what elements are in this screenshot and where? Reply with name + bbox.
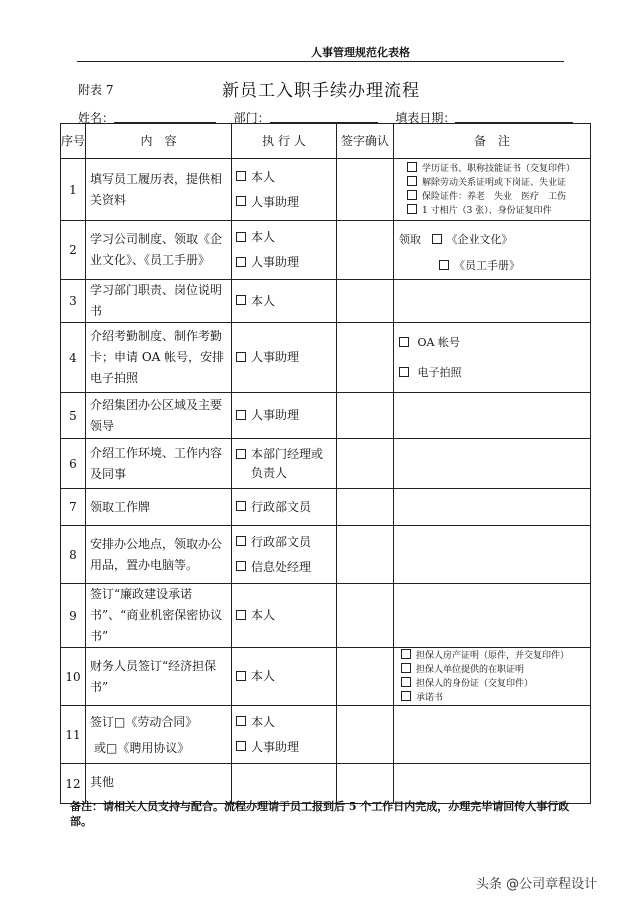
row-number: 12 bbox=[61, 764, 86, 804]
table-row bbox=[61, 489, 591, 526]
dept-label: 部门： bbox=[233, 111, 270, 125]
row-executor: 本人 bbox=[232, 280, 337, 323]
date-label: 填表日期： bbox=[395, 111, 456, 125]
footnote: 备注：请相关人员支持与配合。流程办理请于员工报到后 5 个工作日内完成，办理完毕请回传人事行政部。 bbox=[70, 800, 570, 828]
row-content: 其他 bbox=[86, 764, 232, 804]
signoff-cell[interactable] bbox=[337, 489, 394, 526]
row-executor: 本部门经理或负责人 bbox=[232, 439, 337, 489]
col-no: 序号 bbox=[61, 124, 86, 159]
row-executor: 行政部文员 bbox=[232, 489, 337, 526]
row-remarks bbox=[394, 489, 591, 526]
row-number: 7 bbox=[61, 489, 86, 526]
row-content: 签订“廉政建设承诺书”、“商业机密保密协议书” bbox=[86, 584, 232, 648]
row-remarks bbox=[394, 439, 591, 489]
checkbox[interactable] bbox=[236, 257, 246, 267]
row-content: 领取工作牌 bbox=[86, 489, 232, 526]
checkbox[interactable] bbox=[401, 677, 411, 687]
signoff-cell[interactable] bbox=[337, 648, 394, 706]
checkbox[interactable] bbox=[401, 649, 411, 659]
table-row bbox=[61, 393, 591, 439]
table-header-row bbox=[61, 124, 591, 159]
checkbox[interactable] bbox=[236, 196, 246, 206]
table-row bbox=[61, 584, 591, 648]
signoff-cell[interactable] bbox=[337, 439, 394, 489]
appendix-label: 附表 7 bbox=[78, 83, 114, 97]
table-row bbox=[61, 221, 591, 280]
checkbox[interactable] bbox=[236, 449, 246, 459]
checkbox[interactable] bbox=[236, 410, 246, 420]
checkbox[interactable] bbox=[236, 671, 246, 681]
row-content: 学习公司制度、领取《企业文化》、《员工手册》 bbox=[86, 221, 232, 280]
row-content: 介绍集团办公区域及主要领导 bbox=[86, 393, 232, 439]
date-field[interactable] bbox=[455, 110, 573, 123]
signoff-cell[interactable] bbox=[337, 526, 394, 584]
row-number: 9 bbox=[61, 584, 86, 648]
row-content: 签订□《劳动合同》 或□《聘用协议》 bbox=[86, 706, 232, 764]
row-executor: 本人 人事助理 bbox=[232, 221, 337, 280]
onboarding-table bbox=[60, 123, 591, 804]
checkbox[interactable] bbox=[407, 190, 417, 200]
checkbox[interactable] bbox=[407, 176, 417, 186]
row-remarks bbox=[394, 764, 591, 804]
table-row bbox=[61, 764, 591, 804]
checkbox[interactable] bbox=[407, 162, 417, 172]
row-number: 1 bbox=[61, 159, 86, 221]
checkbox[interactable] bbox=[236, 171, 246, 181]
checkbox[interactable] bbox=[401, 691, 411, 701]
signoff-cell[interactable] bbox=[337, 323, 394, 393]
dept-field[interactable] bbox=[270, 110, 378, 123]
signoff-cell[interactable] bbox=[337, 393, 394, 439]
row-executor: 本人 bbox=[232, 648, 337, 706]
row-executor: 人事助理 bbox=[232, 323, 337, 393]
table-row bbox=[61, 323, 591, 393]
row-remarks bbox=[394, 526, 591, 584]
row-executor bbox=[232, 764, 337, 804]
col-remarks: 备 注 bbox=[394, 124, 591, 159]
col-content: 内 容 bbox=[86, 124, 232, 159]
page-header: 人事管理规范化表格 bbox=[311, 46, 410, 59]
watermark: 头条 @公司章程设计 bbox=[476, 877, 598, 892]
checkbox[interactable] bbox=[439, 260, 449, 270]
row-content: 介绍工作环境、工作内容及同事 bbox=[86, 439, 232, 489]
row-executor: 本人 人事助理 bbox=[232, 159, 337, 221]
checkbox[interactable] bbox=[407, 204, 417, 214]
checkbox[interactable] bbox=[432, 234, 442, 244]
row-number: 3 bbox=[61, 280, 86, 323]
signoff-cell[interactable] bbox=[337, 584, 394, 648]
row-number: 5 bbox=[61, 393, 86, 439]
signoff-cell[interactable] bbox=[337, 764, 394, 804]
row-remarks: 担保人房产证明（原件，并交复印件） 担保人单位提供的在职证明 担保人的身份证（交复印件） 承诺书 bbox=[394, 648, 591, 706]
name-field[interactable] bbox=[114, 110, 216, 123]
row-remarks: 学历证书、职称技能证书（交复印件） 解除劳动关系证明或下岗证、失业证 保险证件：养老 失业 医疗 工伤 1 寸相片（3 张）、身份证复印件 bbox=[394, 159, 591, 221]
row-content: 介绍考勤制度、制作考勤卡；申请 OA 帐号，安排电子拍照 bbox=[86, 323, 232, 393]
table-row bbox=[61, 439, 591, 489]
table-row bbox=[61, 526, 591, 584]
row-remarks bbox=[394, 706, 591, 764]
name-label: 姓名： bbox=[78, 111, 115, 125]
checkbox[interactable] bbox=[236, 741, 246, 751]
row-content: 财务人员签订“经济担保书” bbox=[86, 648, 232, 706]
table-row bbox=[61, 159, 591, 221]
row-content: 学习部门职责、岗位说明书 bbox=[86, 280, 232, 323]
table-row bbox=[61, 280, 591, 323]
row-executor: 本人 bbox=[232, 584, 337, 648]
row-remarks: 领取 《企业文化》 《员工手册》 bbox=[394, 221, 591, 280]
signoff-cell[interactable] bbox=[337, 706, 394, 764]
checkbox[interactable] bbox=[236, 232, 246, 242]
checkbox[interactable] bbox=[399, 367, 409, 377]
table-row bbox=[61, 648, 591, 706]
row-number: 2 bbox=[61, 221, 86, 280]
checkbox[interactable] bbox=[236, 501, 246, 511]
col-signoff: 签字确认 bbox=[337, 124, 394, 159]
row-number: 10 bbox=[61, 648, 86, 706]
checkbox[interactable] bbox=[236, 610, 246, 620]
signoff-cell[interactable] bbox=[337, 159, 394, 221]
row-number: 11 bbox=[61, 706, 86, 764]
row-remarks: OA 帐号 电子拍照 bbox=[394, 323, 591, 393]
row-content: 填写员工履历表，提供相关资料 bbox=[86, 159, 232, 221]
document-title: 新员工入职手续办理流程 bbox=[222, 81, 420, 101]
row-number: 8 bbox=[61, 526, 86, 584]
header-rule bbox=[77, 61, 564, 62]
checkbox[interactable] bbox=[236, 716, 246, 726]
col-executor: 执 行 人 bbox=[232, 124, 337, 159]
row-remarks bbox=[394, 584, 591, 648]
checkbox[interactable] bbox=[236, 352, 246, 362]
row-remarks bbox=[394, 393, 591, 439]
table-row bbox=[61, 706, 591, 764]
checkbox[interactable] bbox=[236, 561, 246, 571]
row-executor: 本人 人事助理 bbox=[232, 706, 337, 764]
signoff-cell[interactable] bbox=[337, 280, 394, 323]
row-number: 6 bbox=[61, 439, 86, 489]
checkbox[interactable] bbox=[236, 536, 246, 546]
checkbox[interactable] bbox=[236, 295, 246, 305]
row-number: 4 bbox=[61, 323, 86, 393]
signoff-cell[interactable] bbox=[337, 221, 394, 280]
row-remarks bbox=[394, 280, 591, 323]
row-executor: 人事助理 bbox=[232, 393, 337, 439]
row-executor: 行政部文员 信息处经理 bbox=[232, 526, 337, 584]
row-content: 安排办公地点，领取办公用品，置办电脑等。 bbox=[86, 526, 232, 584]
checkbox[interactable] bbox=[399, 337, 409, 347]
checkbox[interactable] bbox=[401, 663, 411, 673]
